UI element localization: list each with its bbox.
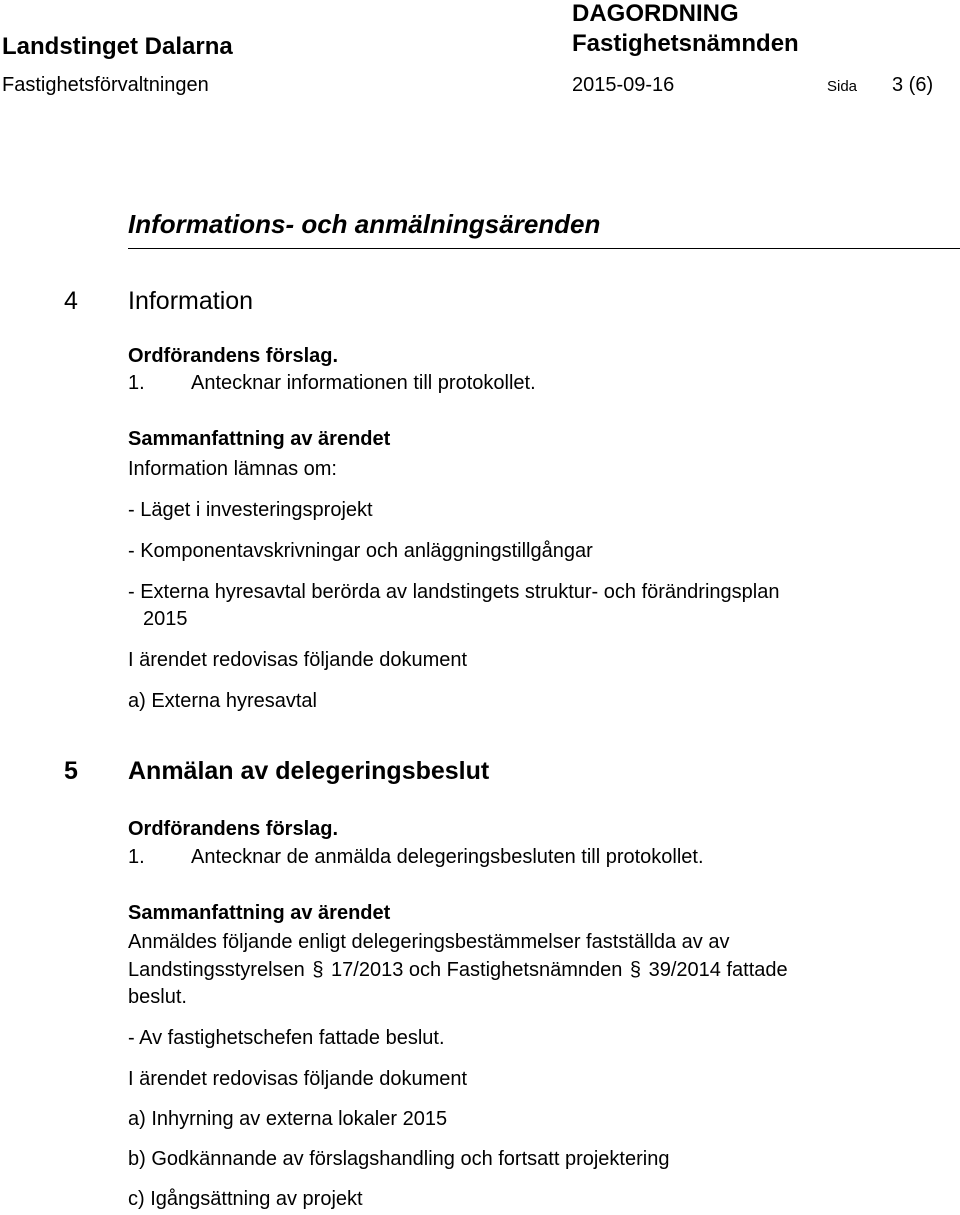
- item-5-bullet-1: - Av fastighetschefen fattade beslut.: [128, 1027, 445, 1049]
- item-5-summary-line-2-part-b: 17/2013 och Fastighetsnämnden: [331, 959, 623, 981]
- item-5-heading: Anmälan av delegeringsbeslut: [128, 757, 490, 785]
- item-5-proposal-label: Ordförandens förslag.: [128, 818, 339, 840]
- document-type: DAGORDNING: [572, 0, 739, 27]
- item-4-bullet-2: - Komponentavskrivningar och anläggningstillgångar: [128, 540, 593, 562]
- department-name: Fastighetsförvaltningen: [2, 74, 209, 96]
- section-sign-icon: §: [312, 959, 324, 981]
- item-5-summary-line-2: [128, 959, 788, 982]
- item-5-proposal-text: Antecknar de anmälda delegeringsbesluten till protokollet.: [191, 846, 704, 868]
- item-4-documents-label: I ärendet redovisas följande dokument: [128, 649, 468, 671]
- item-5-summary-label: Sammanfattning av ärendet: [128, 902, 391, 924]
- item-5-summary-line-2-part-a: Landstingsstyrelsen: [128, 959, 305, 981]
- committee-name: Fastighetsnämnden: [572, 30, 799, 57]
- page-title: Informations- och anmälningsärenden: [128, 209, 601, 239]
- item-5-proposal-number: 1.: [128, 846, 145, 868]
- document-date: 2015-09-16: [572, 74, 675, 96]
- item-4-number: 4: [64, 287, 78, 315]
- item-4-heading: Information: [128, 287, 254, 315]
- section-sign-icon: §: [629, 959, 642, 981]
- title-divider: [128, 248, 960, 249]
- item-4-bullet-3: - Externa hyresavtal berörda av landstingets struktur- och förändringsplan: [128, 581, 780, 603]
- item-5-document-b: b) Godkännande av förslagshandling och fortsatt projektering: [128, 1148, 670, 1170]
- item-4-proposal-text: Antecknar informationen till protokollet.: [191, 372, 536, 394]
- organization-name: Landstinget Dalarna: [2, 33, 233, 60]
- item-4-proposal-label: Ordförandens förslag.: [128, 345, 339, 367]
- item-5-summary-line-2-part-c: 39/2014 fattade: [648, 959, 788, 981]
- item-4-bullet-1: - Läget i investeringsprojekt: [128, 499, 373, 521]
- item-4-summary-intro: Information lämnas om:: [128, 458, 337, 480]
- item-5-summary-line-1: Anmäldes följande enligt delegeringsbestämmelser fastställda av av: [128, 931, 730, 953]
- page-number: 3 (6): [892, 74, 934, 96]
- page-label: Sida: [827, 78, 858, 95]
- item-4-document-a: a) Externa hyresavtal: [128, 690, 317, 712]
- item-4-proposal-number: 1.: [128, 372, 145, 394]
- item-4-summary-label: Sammanfattning av ärendet: [128, 428, 391, 450]
- item-5-documents-label: I ärendet redovisas följande dokument: [128, 1068, 468, 1090]
- item-5-document-a: a) Inhyrning av externa lokaler 2015: [128, 1108, 448, 1130]
- item-5-summary-line-3: beslut.: [128, 986, 187, 1008]
- item-5-number: 5: [64, 757, 78, 785]
- item-5-document-c: c) Igångsättning av projekt: [128, 1188, 363, 1210]
- item-4-bullet-3-continued: 2015: [143, 608, 188, 630]
